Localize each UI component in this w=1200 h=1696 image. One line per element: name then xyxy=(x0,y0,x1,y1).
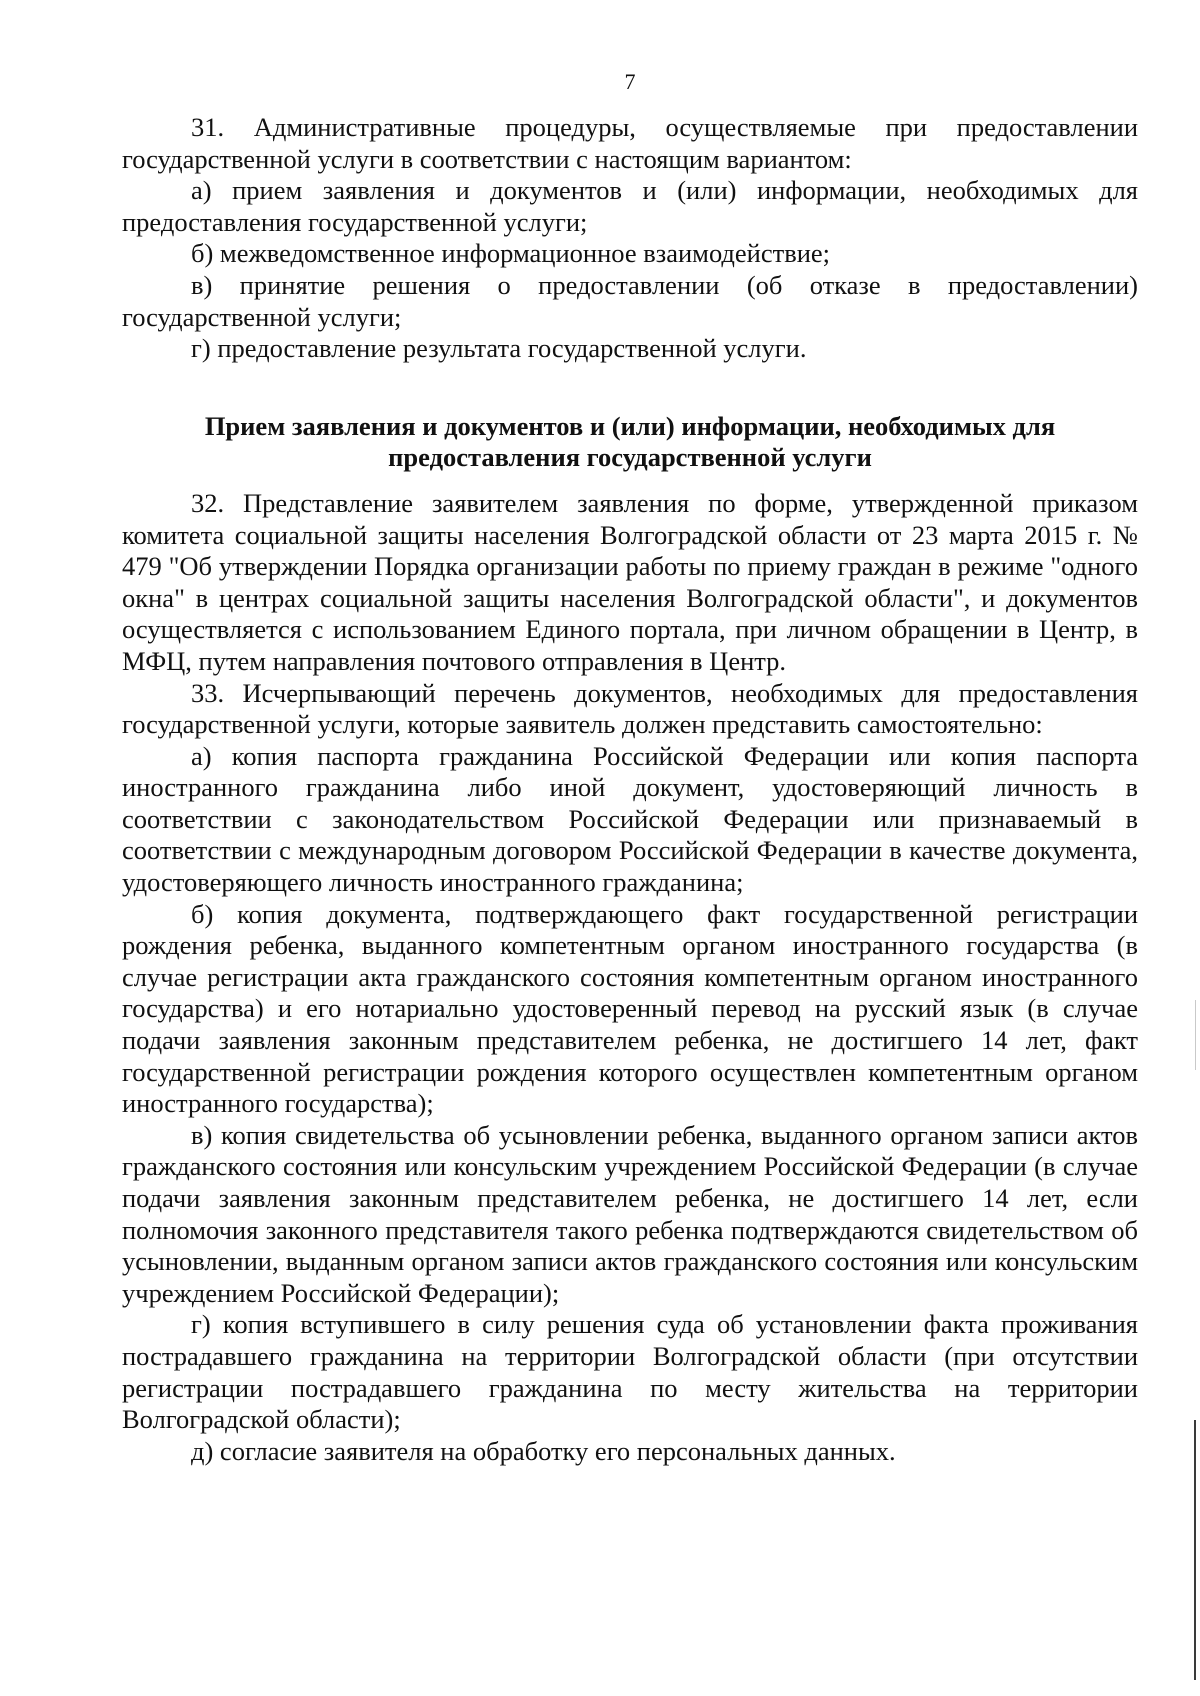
paragraph-32: 32. Представление заявителем заявления по форме, утвержденной приказом комитета социальной защиты населения Волгоградской области от 23 марта 2015 г. № 479 "Об утверждении Порядка организации работы по приему граждан в режиме "одного окна" в центрах социальной защиты населения Волгоградской области", и документов осуществляется с использованием Единого портала, при личном обращении в Центр, в МФЦ, путем направления почтового отправления в Центр. xyxy=(122,487,1138,676)
page-number: 7 xyxy=(624,69,636,94)
paragraph-33-a: а) копия паспорта гражданина Российской Федерации или копия паспорта иностранного гражданина либо иной документ, удостоверяющий личность в соответствии с законодательством Российской Федерации или признаваемый в соответствии с международным договором Российской Федерации в качестве документа, удостоверяющего личность иностранного гражданина; xyxy=(122,740,1138,898)
paragraph-31-a: а) прием заявления и документов и (или) информации, необходимых для предоставления государственной услуги; xyxy=(122,175,1138,237)
paragraph-31-c: в) принятие решения о предоставлении (об отказе в предоставлении) государственной услуги; xyxy=(122,269,1138,332)
paragraph-31: 31. Административные процедуры, осуществляемые при предоставлении государственной услуги в соответствии с настоящим вариантом: xyxy=(122,112,1138,174)
paragraph-31-d: г) предоставление результата государственной услуги. xyxy=(191,333,807,364)
scan-edge-mark xyxy=(1194,1420,1196,1680)
paragraph-33-d: г) копия вступившего в силу решения суда об установлении факта проживания пострадавшего гражданина на территории Волгоградской области (при отсутствии регистрации пострадавшего гражданина по месту жительства на территории Волгоградской области); xyxy=(122,1309,1138,1435)
paragraph-31-b: б) межведомственное информационное взаимодействие; xyxy=(191,238,831,269)
document-body xyxy=(122,112,1138,1467)
paragraph-33-c: в) копия свидетельства об усыновлении ребенка, выданного органом записи актов гражданского состояния или консульским учреждением Российской Федерации (в случае подачи заявления законным представителем ребенка, не достигшего 14 лет, если полномочия законного представителя такого ребенка подтверждаются свидетельством об усыновлении, выданным органом записи актов гражданского состояния или консульским учреждением Российской Федерации); xyxy=(122,1119,1138,1308)
scan-edge-mark xyxy=(1195,1000,1196,1070)
paragraph-33-e: д) согласие заявителя на обработку его персональных данных. xyxy=(191,1435,896,1466)
section-heading xyxy=(122,389,1138,474)
paragraph-33: 33. Исчерпывающий перечень документов, необходимых для предоставления государственной услуги, которые заявитель должен представить самостоятельно: xyxy=(122,677,1138,740)
section-heading-line-2: предоставления государственной услуги xyxy=(388,442,872,473)
section-heading-line-1: Прием заявления и документов и (или) информации, необходимых для xyxy=(204,410,1056,441)
paragraph-33-b: б) копия документа, подтверждающего факт государственной регистрации рождения ребенка, выданного компетентным органом иностранного государства (в случае регистрации акта гражданского состояния компетентным органом иностранного государства) и его нотариально удостоверенный перевод на русский язык (в случае подачи заявления законным представителем ребенка, не достигшего 14 лет, факт государственной регистрации рождения которого осуществлен компетентным органом иностранного государства); xyxy=(122,898,1138,1119)
